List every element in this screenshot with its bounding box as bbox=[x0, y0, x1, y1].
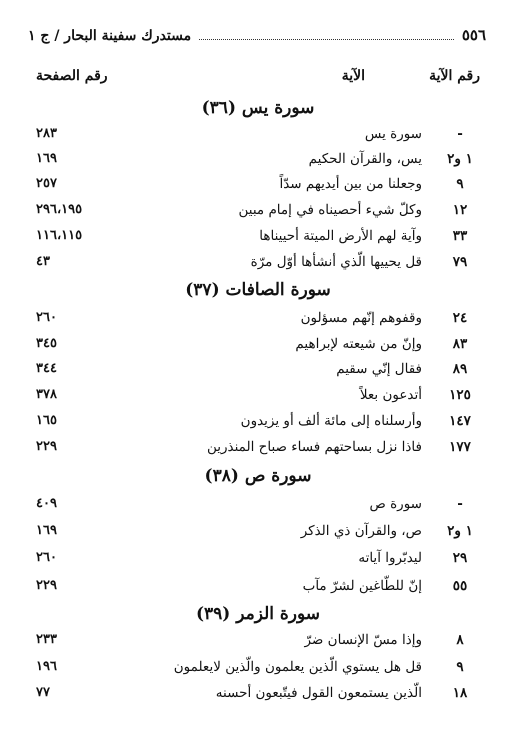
table-row bbox=[36, 493, 480, 515]
verse-text: ص، والقرآن ذي الذكر bbox=[300, 523, 422, 539]
table-row bbox=[36, 251, 480, 273]
verse-number: ٨ bbox=[456, 632, 464, 648]
column-page: رقم الصفحة bbox=[36, 68, 108, 84]
table-row bbox=[36, 575, 480, 597]
verse-number: ٩ bbox=[456, 176, 464, 192]
verse-number: ٨٩ bbox=[452, 361, 468, 377]
table-row bbox=[36, 123, 480, 145]
page-ref: ٧٧ bbox=[36, 685, 50, 700]
table-row bbox=[36, 225, 480, 247]
page-ref: ٤٠٩ bbox=[36, 496, 57, 511]
verse-text: إنّ للطّاغين لشرّ مآب bbox=[302, 578, 422, 594]
verse-text: أتدعون بعلاً bbox=[359, 387, 422, 403]
table-row bbox=[36, 682, 480, 704]
verse-text: وقفوهم إنّهم مسؤلون bbox=[300, 310, 422, 326]
page-ref: ٤٣ bbox=[36, 254, 50, 269]
verse-number: ٧٩ bbox=[452, 254, 468, 270]
verse-text: وإنّ من شيعته لإبراهيم bbox=[295, 336, 422, 352]
verse-text: وأرسلناه إلى مائة ألف أو يزيدون bbox=[240, 413, 422, 429]
verse-text: وإذا مسّ الإنسان ضرّ bbox=[304, 632, 422, 648]
surah-heading: سورة الزمر (٣٩) bbox=[195, 604, 321, 624]
verse-number: ١٢٥ bbox=[449, 387, 471, 403]
page-ref: ٢٢٩ bbox=[36, 578, 57, 593]
table-row bbox=[36, 656, 480, 678]
page-ref: ١١٦،١١٥ bbox=[36, 228, 83, 243]
verse-text: وكلّ شيء أحصيناه في إمام مبين bbox=[238, 202, 422, 218]
column-verse: الآية bbox=[341, 68, 365, 84]
table-row bbox=[36, 629, 480, 651]
verse-text: فقال إنّي سقيم bbox=[336, 361, 422, 377]
verse-text: سورة ص bbox=[369, 496, 422, 512]
verse-number: ٨٣ bbox=[452, 336, 468, 352]
page-ref: ٢٦٠ bbox=[36, 550, 57, 565]
verse-number: ١٤٧ bbox=[449, 413, 471, 429]
table-row bbox=[36, 520, 480, 542]
verse-text: ليدبّروا آياته bbox=[358, 550, 422, 566]
verse-number: ١ و٢ bbox=[447, 523, 473, 539]
table-row bbox=[36, 410, 480, 432]
surah-heading: سورة الصافات (٣٧) bbox=[185, 280, 331, 300]
verse-number: ٣٣ bbox=[452, 228, 468, 244]
page-ref: ١٦٩ bbox=[36, 151, 57, 166]
page-number: ٥٥٦ bbox=[461, 26, 486, 44]
verse-text: الّذين يستمعون القول فيتّبعون أحسنه bbox=[215, 685, 422, 701]
page-ref: ٢٩٦،١٩٥ bbox=[36, 202, 83, 217]
table-row bbox=[36, 358, 480, 380]
verse-text: سورة يس bbox=[364, 126, 422, 142]
verse-text: وآية لهم الأرض الميتة أحييناها bbox=[259, 228, 422, 244]
page-ref: ١٦٥ bbox=[36, 413, 57, 428]
verse-text: فاذا نزل بساحتهم فساء صباح المنذرين bbox=[206, 439, 422, 455]
page-ref: ١٦٩ bbox=[36, 523, 57, 538]
verse-number: ١ و٢ bbox=[447, 151, 473, 167]
verse-number: ٢٩ bbox=[452, 550, 468, 566]
table-row bbox=[36, 547, 480, 569]
verse-number: ٩ bbox=[456, 659, 464, 675]
table-row bbox=[36, 307, 480, 329]
running-header bbox=[28, 26, 486, 48]
book-title: مستدرك سفينة البحار / ج ١ bbox=[28, 28, 192, 44]
page-ref: ٣٤٥ bbox=[36, 336, 57, 351]
page-ref: ٢٢٩ bbox=[36, 439, 57, 454]
page-ref: ٢٣٣ bbox=[36, 632, 57, 647]
verse-number: - bbox=[457, 496, 463, 512]
page-ref: ٣٤٤ bbox=[36, 361, 57, 376]
column-headers bbox=[36, 68, 480, 88]
surah-heading: سورة ص (٣٨) bbox=[204, 466, 312, 486]
table-row bbox=[36, 173, 480, 195]
page-ref: ٣٧٨ bbox=[36, 387, 57, 402]
verse-text: قل يحييها الّذي أنشأها أوّل مرّة bbox=[250, 254, 422, 270]
verse-number: - bbox=[457, 126, 463, 142]
page-ref: ٢٥٧ bbox=[36, 176, 57, 191]
table-row bbox=[36, 199, 480, 221]
table-row bbox=[36, 333, 480, 355]
verse-number: ١٨ bbox=[452, 685, 468, 701]
table-row bbox=[36, 384, 480, 406]
verse-text: وجعلنا من بين أيديهم سدّاً bbox=[279, 176, 422, 192]
page-ref: ٢٨٣ bbox=[36, 126, 57, 141]
verse-text: قل هل يستوي الّذين يعلمون والّذين لايعلمون bbox=[173, 659, 422, 675]
column-verse-number: رقم الآية bbox=[429, 68, 480, 84]
table-row bbox=[36, 148, 480, 170]
table-row bbox=[36, 436, 480, 458]
verse-number: ١٧٧ bbox=[449, 439, 471, 455]
verse-text: يس، والقرآن الحكيم bbox=[308, 151, 422, 167]
verse-number: ٥٥ bbox=[452, 578, 468, 594]
page-ref: ١٩٦ bbox=[36, 659, 57, 674]
dotted-leader bbox=[199, 28, 454, 40]
verse-number: ٢٤ bbox=[452, 310, 468, 326]
surah-heading: سورة يس (٣٦) bbox=[201, 98, 315, 118]
page-ref: ٢٦٠ bbox=[36, 310, 57, 325]
verse-number: ١٢ bbox=[452, 202, 468, 218]
